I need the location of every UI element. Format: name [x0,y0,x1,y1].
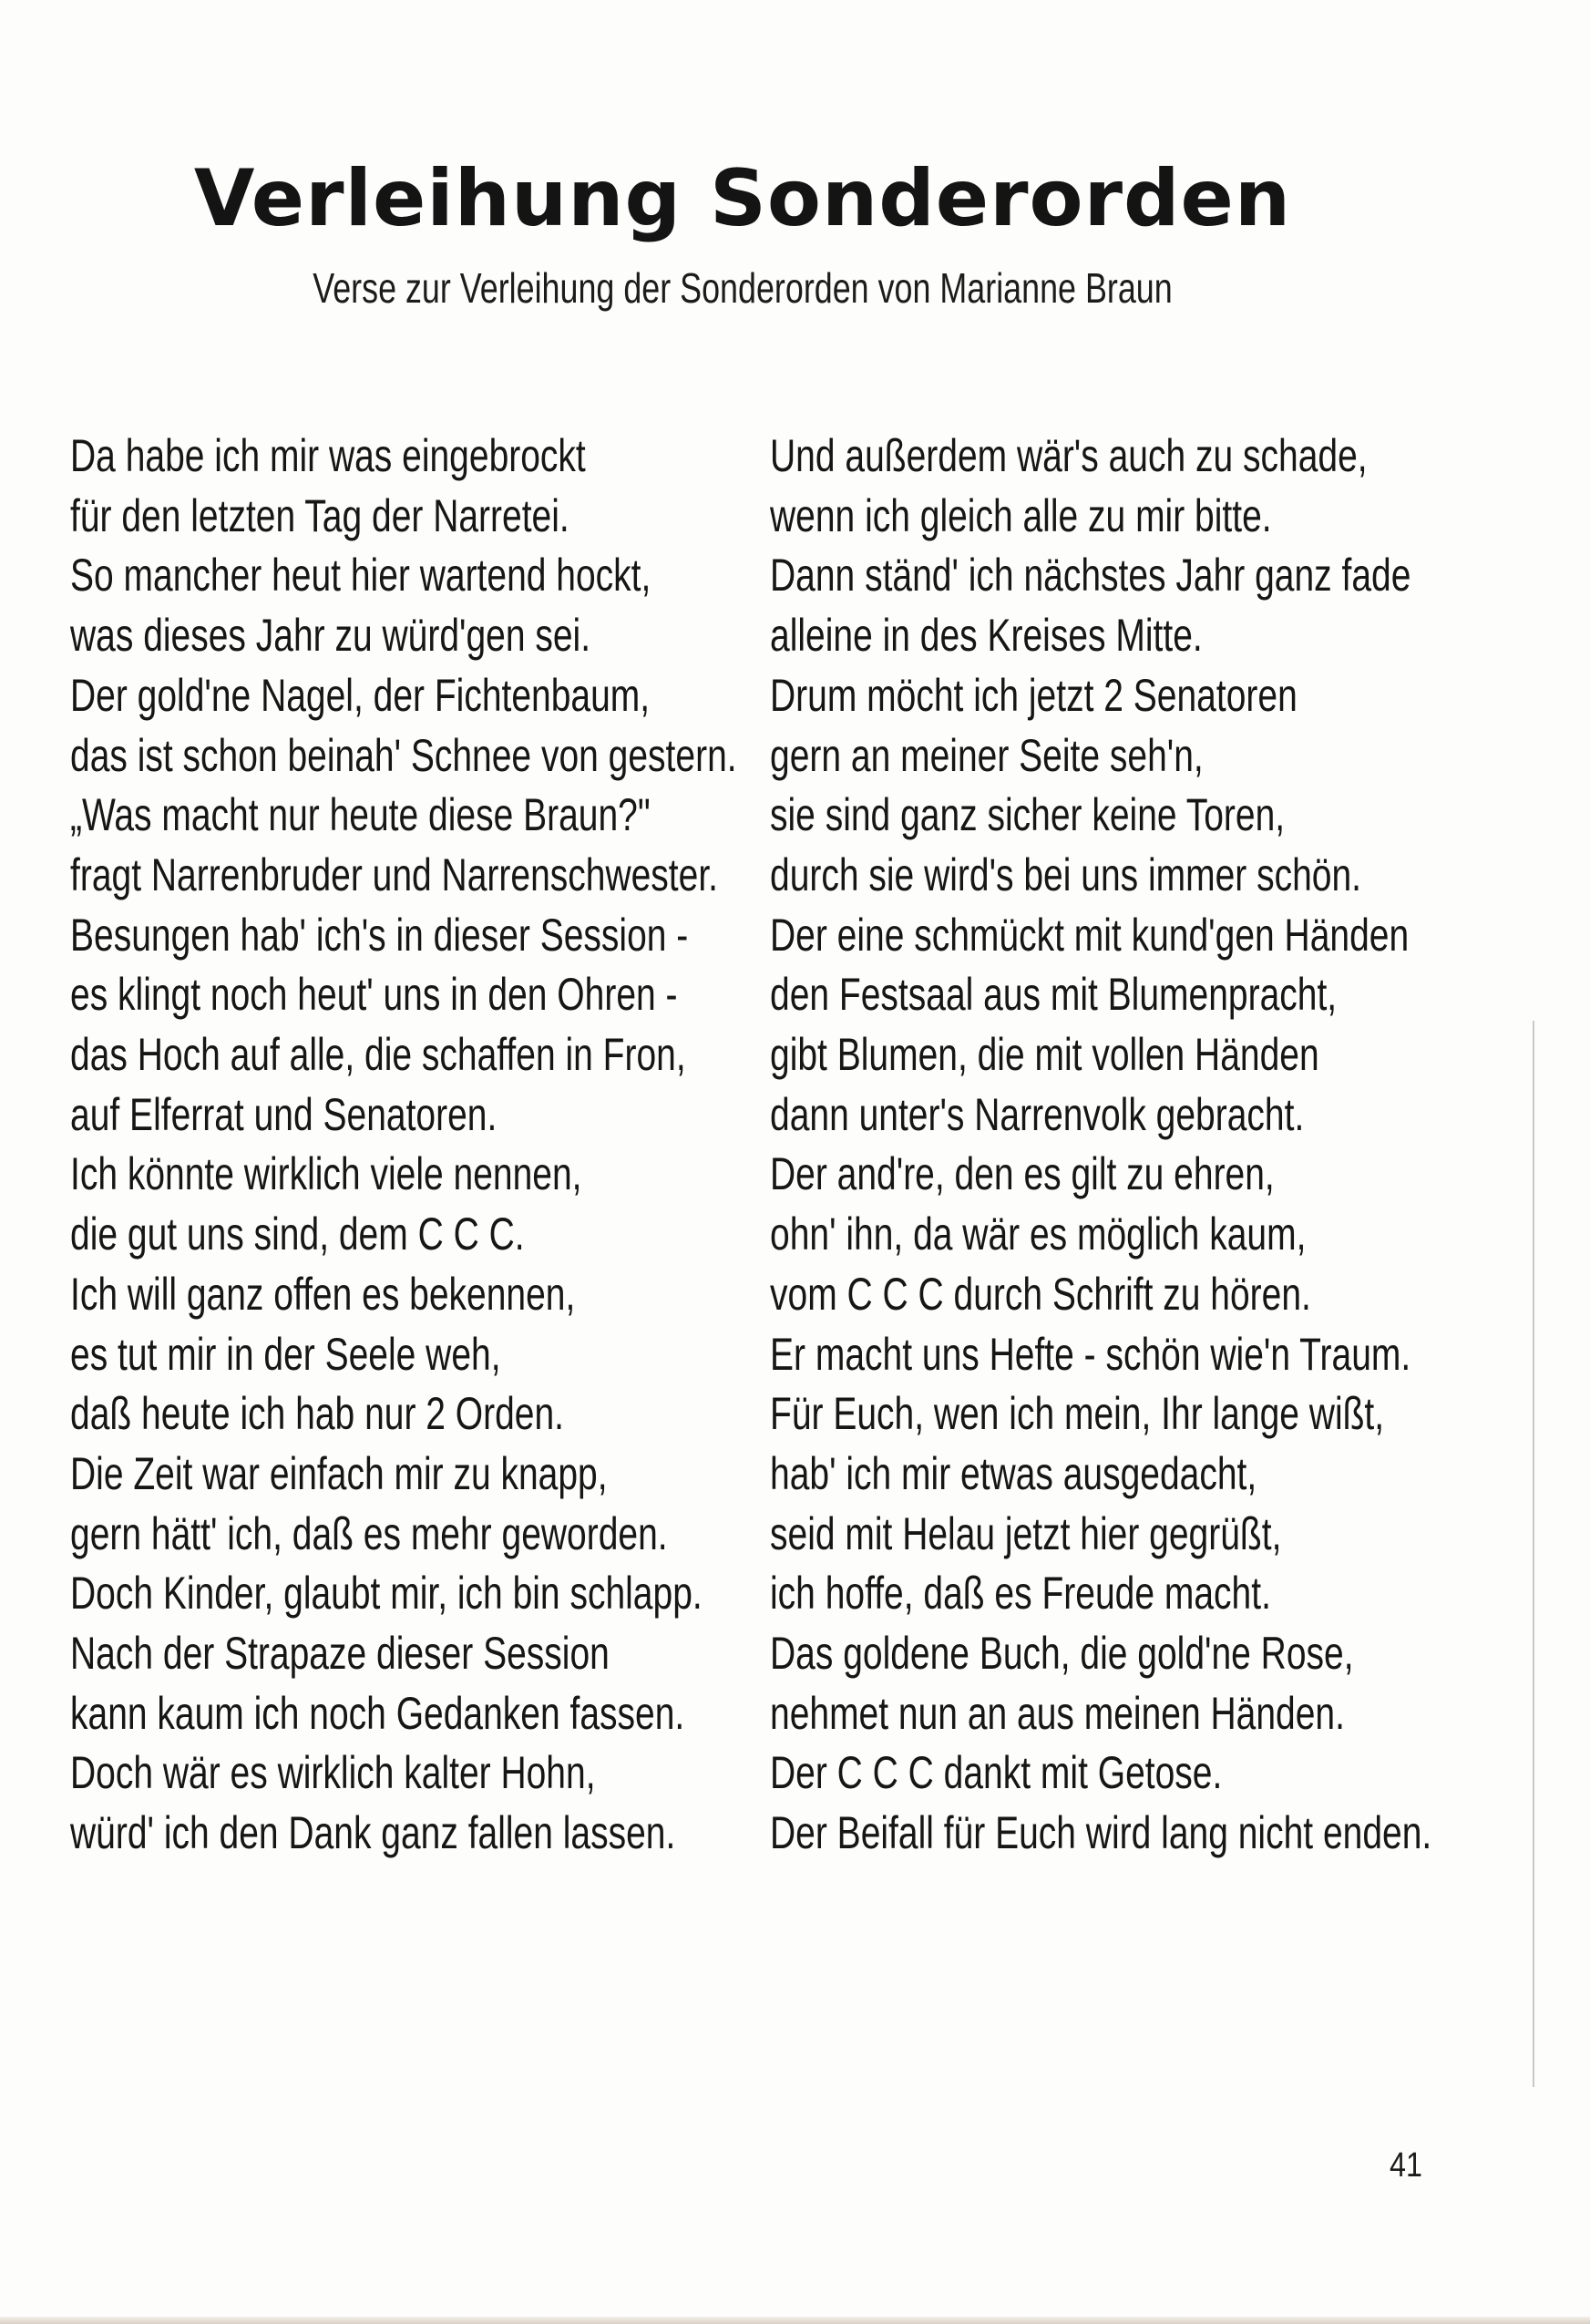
poem-line: das Hoch auf alle, die schaffen in Fron, [70,1029,686,1081]
poem-line: gibt Blumen, die mit vollen Händen [770,1029,1319,1081]
poem-line: Für Euch, wen ich mein, Ihr lange wißt, [770,1388,1385,1440]
poem-line: Der C C C dankt mit Getose. [770,1747,1223,1799]
poem-line: Da habe ich mir was eingebrockt [70,430,586,481]
poem-line: Besungen hab' ich's in dieser Session - [70,909,689,961]
poem-column-right [770,427,1431,1864]
poem-line: das ist schon beinah' Schnee von gestern. [70,729,737,781]
poem-line: seid mit Helau jetzt hier gegrüßt, [770,1507,1282,1559]
poem-line: Der gold'ne Nagel, der Fichtenbaum, [70,669,651,721]
page-title: Verleihung Sonderorden [193,153,1292,244]
poem-line: was dieses Jahr zu würd'gen sei. [70,610,591,662]
poem-line: wenn ich gleich alle zu mir bitte. [770,489,1272,541]
poem-line: Doch Kinder, glaubt mir, ich bin schlapp. [70,1568,703,1620]
poem-line: würd' ich den Dank ganz fallen lassen. [70,1807,676,1859]
page-edge-line [1533,1021,1534,2087]
poem-line: den Festsaal aus mit Blumenpracht, [770,969,1338,1021]
page-subtitle: Verse zur Verleihung der Sonderorden von Marianne Braun [313,264,1173,312]
poem-line: sie sind ganz sicher keine Toren, [770,789,1286,841]
poem-line: Ich könnte wirklich viele nennen, [70,1148,582,1200]
poem-line: alleine in des Kreises Mitte. [770,610,1203,662]
poem-line: gern an meiner Seite seh'n, [770,729,1204,781]
poem-line: Und außerdem wär's auch zu schade, [770,430,1368,481]
poem-line: kann kaum ich noch Gedanken fassen. [70,1687,685,1739]
poem-line: dann unter's Narrenvolk gebracht. [770,1088,1305,1140]
poem-line: für den letzten Tag der Narretei. [70,489,569,541]
poem-line: Drum möcht ich jetzt 2 Senatoren [770,669,1298,721]
poem-line: Das goldene Buch, die gold'ne Rose, [770,1628,1354,1680]
poem-line: es tut mir in der Seele weh, [70,1328,501,1380]
poem-line: Der eine schmückt mit kund'gen Händen [770,909,1410,961]
poem-line: durch sie wird's bei uns immer schön. [770,848,1362,900]
poem-column-left [70,427,737,1864]
poem-line: auf Elferrat und Senatoren. [70,1088,498,1140]
poem-line: es klingt noch heut' uns in den Ohren - [70,969,678,1021]
poem-line: Der Beifall für Euch wird lang nicht enden. [770,1807,1432,1859]
poem-line: fragt Narrenbruder und Narrenschwester. [70,848,719,900]
poem-line: hab' ich mir etwas ausgedacht, [770,1447,1257,1499]
poem-line: die gut uns sind, dem C C C. [70,1208,525,1260]
poem-line: Dann ständ' ich nächstes Jahr ganz fade [770,550,1411,602]
poem-line: „Was macht nur heute diese Braun?" [70,789,651,841]
poem-line: gern hätt' ich, daß es mehr geworden. [70,1507,668,1559]
poem-line: ohn' ihn, da wär es möglich kaum, [770,1208,1307,1260]
poem-line: daß heute ich hab nur 2 Orden. [70,1388,565,1440]
poem-line: So mancher heut hier wartend hockt, [70,550,651,602]
poem-line: Die Zeit war einfach mir zu knapp, [70,1447,608,1499]
poem-line: Nach der Strapaze dieser Session [70,1628,610,1680]
poem-line: Der and're, den es gilt zu ehren, [770,1148,1275,1200]
poem-line: Doch wär es wirklich kalter Hohn, [70,1747,596,1799]
page-bottom-edge [0,2317,1590,2324]
page-number: 41 [1390,2146,1422,2185]
poem-line: Er macht uns Hefte - schön wie'n Traum. [770,1328,1411,1380]
poem-line: Ich will ganz offen es bekennen, [70,1268,576,1320]
poem-line: ich hoffe, daß es Freude macht. [770,1568,1271,1620]
poem-line: vom C C C durch Schrift zu hören. [770,1268,1311,1320]
poem-line: nehmet nun an aus meinen Händen. [770,1687,1345,1739]
